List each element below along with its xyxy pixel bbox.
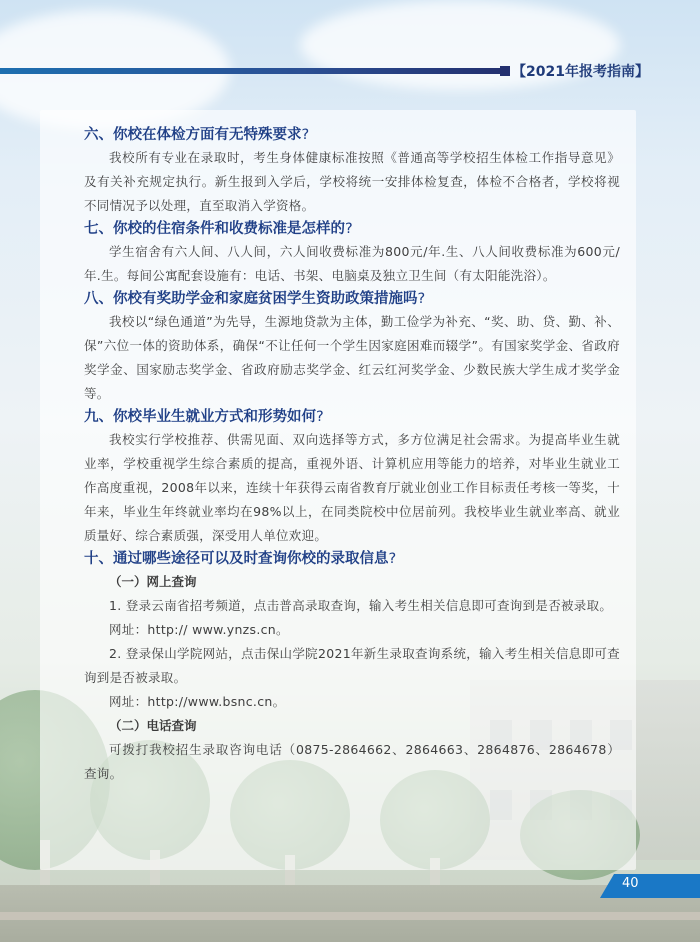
question-mark: ?: [345, 221, 353, 237]
heading-text: 六、你校在体检方面有无特殊要求: [84, 127, 302, 143]
phone-text: 可拨打我校招生录取咨询电话（0875-2864662、2864663、2864876、2864678）查询。: [84, 742, 620, 781]
header-title: 【2021年报考指南】: [512, 64, 649, 80]
online-url-2: 网址：http://www.bsnc.cn。: [109, 694, 286, 709]
section-heading: [84, 288, 620, 310]
question-mark: ?: [316, 409, 324, 425]
online-item-2: 2. 登录保山学院网站，点击保山学院2021年新生录取查询系统，输入考生相关信息即可查询到是否被录取。: [84, 646, 620, 685]
section-heading: [84, 548, 620, 570]
subheading-online: （一）网上查询: [109, 574, 197, 589]
page-number-tab: [600, 874, 700, 898]
question-mark: ?: [417, 291, 426, 307]
header-rule: [0, 68, 506, 74]
heading-text: 八、你校有奖助学金和家庭贫困学生资助政策措施吗: [84, 291, 418, 307]
paragraph: 我校以“绿色通道”为先导，生源地贷款为主体，勤工俭学为补充、“奖、助、贷、勤、补、保”六位一体的资助体系，确保“不让任何一个学生因家庭困难而辍学”。有国家奖学金、省政府奖学金、国家励志奖学金、省政府励志奖学金、红云红河奖学金、少数民族大学生成才奖学金等。: [84, 314, 620, 401]
paragraph: 学生宿舍有六人间、八人间，六人间收费标准为800元/年.生、八人间收费标准为600元/年.生。每间公寓配套设施有：电话、书架、电脑桌及独立卫生间（有太阳能洗浴）。: [84, 244, 620, 283]
article-body: [84, 124, 620, 786]
paragraph: 我校实行学校推荐、供需见面、双向选择等方式，多方位满足社会需求。为提高毕业生就业率，学校重视学生综合素质的提高，重视外语、计算机应用等能力的培养，对毕业生就业工作高度重视，2008年以来，连续十年获得云南省教育厅就业创业工作目标责任考核一等奖，十年来，毕业生年终就业率均在98%以上，在同类院校中位居前列。我校毕业生就业率高、就业质量好、综合素质强，深受用人单位欢迎。: [84, 432, 620, 543]
question-mark: ?: [388, 551, 397, 567]
page-number: 40: [622, 876, 639, 891]
online-item-1: 1. 登录云南省招考频道，点击普高录取查询，输入考生相关信息即可查询到是否被录取。: [109, 598, 613, 613]
curb: [0, 912, 700, 920]
heading-text: 七、你校的住宿条件和收费标准是怎样的: [84, 221, 345, 237]
section-heading: [84, 124, 620, 146]
online-url-1: 网址：http:// www.ynzs.cn。: [109, 622, 289, 637]
paragraph: 我校所有专业在录取时，考生身体健康标准按照《普通高等学校招生体检工作指导意见》及有关补充规定执行。新生报到入学后，学校将统一安排体检复查，体检不合格者，学校将视不同情况予以处理，直至取消入学资格。: [84, 150, 620, 213]
question-mark: ?: [301, 127, 310, 143]
section-heading: [84, 218, 620, 240]
subheading-phone: （二）电话查询: [109, 718, 197, 733]
heading-text: 九、你校毕业生就业方式和形势如何: [84, 409, 316, 425]
section-heading: [84, 406, 620, 428]
heading-text: 十、通过哪些途径可以及时查询你校的录取信息: [84, 551, 389, 567]
header-rule-end: [500, 66, 510, 76]
